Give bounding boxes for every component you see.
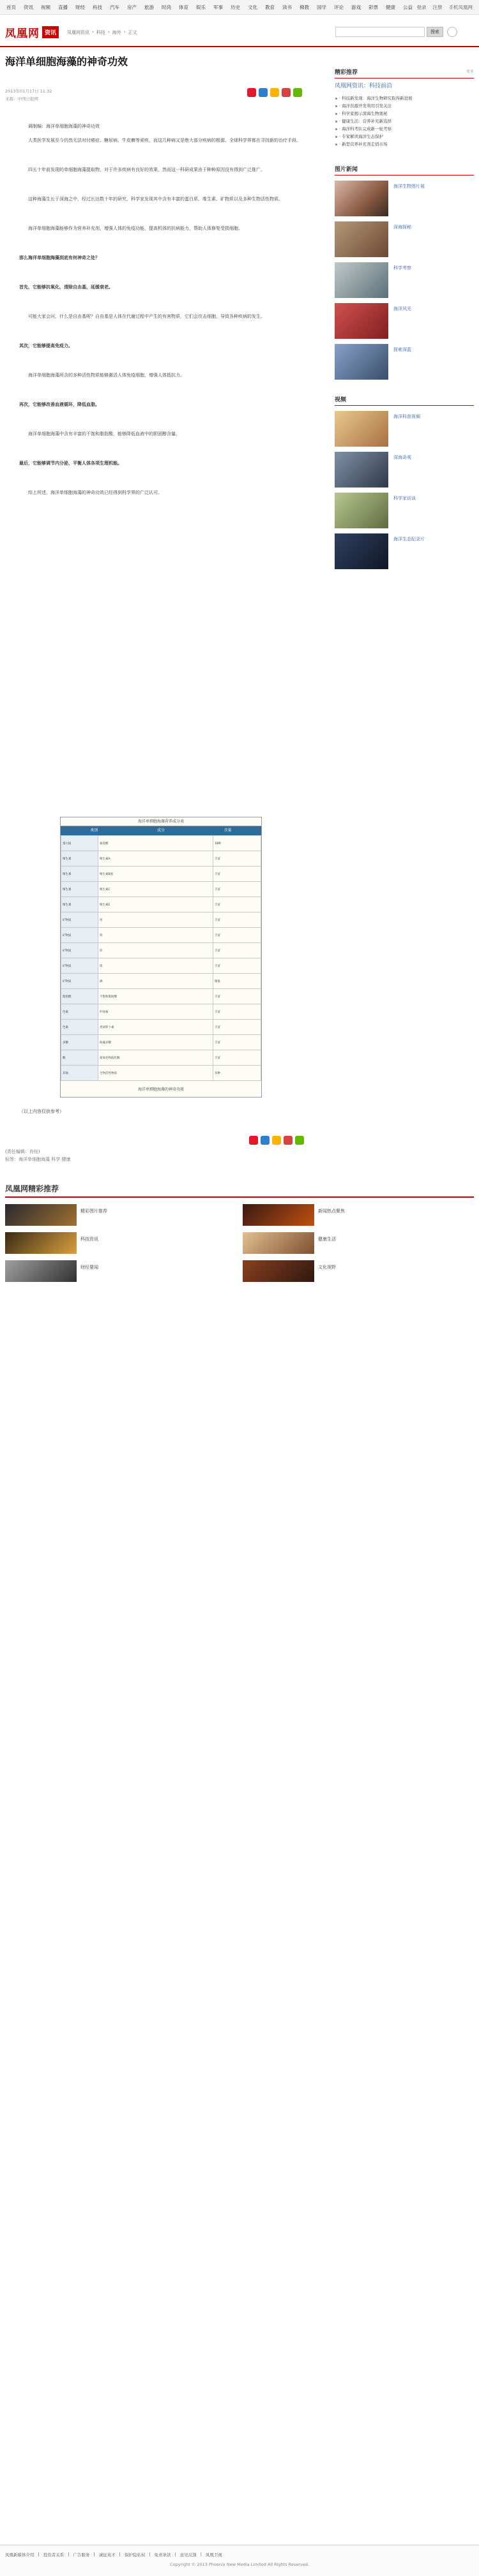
figure-cell: 锌 xyxy=(98,943,213,958)
figure-row xyxy=(61,1004,261,1020)
video-thumbnail[interactable] xyxy=(335,533,388,569)
article-body xyxy=(19,123,313,518)
channel-badge: 资讯 xyxy=(42,26,59,38)
recommend-thumbnail[interactable] xyxy=(5,1260,77,1282)
figure-cell: 铁 xyxy=(98,928,213,943)
figure-cell: 色素 xyxy=(61,1004,98,1020)
figure-columns xyxy=(61,826,261,835)
figure-row xyxy=(61,912,261,928)
recommend-thumbnail[interactable] xyxy=(5,1204,77,1226)
figure-cell: 矿物质 xyxy=(61,943,98,958)
figure-cell: 其他 xyxy=(61,1066,98,1081)
sidebar-pic-list xyxy=(335,181,474,380)
article-paragraph: 人类医学发展至今仍然无法对付癌症、糖尿病、牛皮癣等顽疾，而这几种病又是绝大部分疾病的根源。全球科学界都在寻找新的治疗手段。 xyxy=(28,138,301,143)
recommend-section xyxy=(5,1183,474,1287)
figure-cell: 氨基酸 xyxy=(98,836,213,851)
weibo-share-icon[interactable] xyxy=(247,88,256,97)
figure-cell: 丰富 xyxy=(213,867,261,882)
figure-row xyxy=(61,1050,261,1066)
sidebar-video-caption[interactable]: 海洋生态纪录片 xyxy=(393,537,425,542)
article-title: 海洋单细胞海藻的神奇功效 xyxy=(5,56,128,68)
top-nav-item[interactable]: 公益 xyxy=(403,4,413,10)
figure-cell: 不饱和脂肪酸 xyxy=(98,989,213,1004)
footer-link[interactable]: 意见反馈 xyxy=(179,2552,197,2557)
article-paragraph: 可能大家会问，什么是自由基呢？自由基是人体在代谢过程中产生的有害物质，它们会攻击细胞，导致各种疾病的发生。 xyxy=(28,314,265,319)
figure-row xyxy=(61,989,261,1004)
figure-cell: 维生素 xyxy=(61,867,98,882)
breadcrumb-separator: › xyxy=(92,29,94,34)
recommend-item[interactable] xyxy=(5,1204,235,1226)
figure-cell: 矿物质 xyxy=(61,912,98,928)
news-photo[interactable] xyxy=(335,344,388,380)
sidebar-pics-title: 图片新闻 xyxy=(335,167,358,173)
top-nav-item[interactable]: 首页 xyxy=(6,4,16,10)
sidebar-news-item[interactable]: · 专家解读海洋生态保护 xyxy=(335,133,474,140)
sidebar xyxy=(335,68,474,569)
sidebar-video-heading xyxy=(335,395,474,406)
renren-share-icon[interactable] xyxy=(284,1136,293,1145)
top-nav-item[interactable]: 佛教 xyxy=(300,4,309,10)
figure-cell: 矿物质 xyxy=(61,928,98,943)
news-photo[interactable] xyxy=(335,181,388,216)
top-nav-item[interactable]: 体育 xyxy=(179,4,188,10)
news-photo[interactable] xyxy=(335,303,388,339)
share-bar xyxy=(247,88,302,97)
sidebar-pic-item[interactable] xyxy=(335,262,474,298)
logo-text: 凤凰网 xyxy=(5,27,40,40)
figure-cell: 蛋白质 xyxy=(61,836,98,851)
article-time: 2013年01月17日 11:32 xyxy=(5,89,52,94)
figure-cell: 多种 xyxy=(213,1066,261,1081)
figure-cell: 类胡萝卜素 xyxy=(98,1020,213,1035)
qq-share-icon[interactable] xyxy=(261,1136,270,1145)
footer-separator: | xyxy=(149,2552,151,2557)
figure-cell: 海藻多糖 xyxy=(98,1035,213,1050)
sidebar-video-list xyxy=(335,411,474,569)
footer-link[interactable]: 广告服务 xyxy=(73,2552,90,2557)
figure-row xyxy=(61,836,261,851)
figure-cell: 多糖 xyxy=(61,1035,98,1050)
figure-cell: 丰富 xyxy=(213,882,261,897)
sidebar-news-list xyxy=(335,94,474,148)
article-figure xyxy=(60,817,262,1098)
sidebar-video-caption[interactable]: 深海奇观 xyxy=(393,455,411,460)
qq-share-icon[interactable] xyxy=(259,88,268,97)
figure-row xyxy=(61,943,261,958)
breadcrumb xyxy=(67,29,137,36)
footer-link[interactable]: 诚征英才 xyxy=(98,2552,116,2557)
top-nav-item[interactable]: 科技 xyxy=(93,4,102,10)
figure-cell: 丰富 xyxy=(213,897,261,912)
sidebar-video-item[interactable] xyxy=(335,533,474,569)
figure-cell: 18种 xyxy=(213,836,261,851)
top-nav-user-links xyxy=(417,4,473,11)
figure-cell: 丰富 xyxy=(213,1035,261,1050)
footer-separator: | xyxy=(119,2552,121,2557)
sidebar-feature-link[interactable]: 凤凰网资讯：科技前沿 xyxy=(335,83,393,89)
sidebar-hot-title: 精彩推荐 xyxy=(335,70,358,76)
article-paragraph: 首先，它能够抗氧化，清除自由基，延缓衰老。 xyxy=(19,285,113,290)
footer-links xyxy=(5,2552,222,2557)
figure-cell: 维生素C xyxy=(98,882,213,897)
logo[interactable] xyxy=(5,24,59,40)
qzone-share-icon[interactable] xyxy=(272,1136,281,1145)
news-photo[interactable] xyxy=(335,221,388,257)
top-nav-user-link[interactable]: 手机凤凰网 xyxy=(448,4,473,10)
sidebar-pic-item[interactable] xyxy=(335,221,474,257)
figure-cell: 矿物质 xyxy=(61,958,98,974)
sidebar-video-item[interactable] xyxy=(335,411,474,447)
search-input[interactable] xyxy=(335,27,425,37)
recommend-grid xyxy=(5,1204,474,1287)
sidebar-news-item[interactable]: · 科学家揭示深海生物奥秘 xyxy=(335,110,474,117)
recommend-thumbnail[interactable] xyxy=(243,1204,314,1226)
sidebar-news-item[interactable]: · 健康生活：营养补充新选择 xyxy=(335,117,474,125)
figure-row xyxy=(61,974,261,989)
wechat-share-icon[interactable] xyxy=(295,1136,304,1145)
article-paragraph: 综上所述，海洋单细胞海藻的神奇功效已经得到科学界的广泛认可。 xyxy=(28,490,162,495)
figure-cell: 镁 xyxy=(98,958,213,974)
recommend-caption[interactable]: 财经要闻 xyxy=(80,1265,98,1270)
figure-row xyxy=(61,958,261,974)
breadcrumb-item[interactable]: 科技 xyxy=(96,30,105,35)
recommend-caption[interactable]: 健康生活 xyxy=(318,1237,336,1242)
recommend-item[interactable] xyxy=(5,1232,235,1254)
sidebar-pic-caption[interactable]: 科学考察 xyxy=(393,265,411,271)
footer-link[interactable]: 投资者关系 xyxy=(43,2552,65,2557)
figure-cell: 维生素 xyxy=(61,882,98,897)
sidebar-video-item[interactable] xyxy=(335,493,474,528)
recommend-caption[interactable]: 科技资讯 xyxy=(80,1237,98,1242)
wechat-share-icon[interactable] xyxy=(293,88,302,97)
top-nav-item[interactable]: 文化 xyxy=(248,4,257,10)
figure-cell: 丰富 xyxy=(213,1020,261,1035)
article-tags[interactable]: 标签：海洋单细胞海藻 科学 健康 xyxy=(5,1157,71,1162)
sidebar-news-item[interactable]: · 科技新发现：海洋生物研究取得新进展 xyxy=(335,94,474,102)
figure-cell: 丰富 xyxy=(213,912,261,928)
weibo-share-icon[interactable] xyxy=(249,1136,258,1145)
recommend-thumbnail[interactable] xyxy=(243,1232,314,1254)
top-nav-item[interactable]: 读书 xyxy=(282,4,292,10)
figure-cell: 超氧化物歧化酶 xyxy=(98,1050,213,1066)
figure-cell: 丰富 xyxy=(213,851,261,867)
article-paragraph: 最后，它能够调节内分泌，平衡人体各项生理机能。 xyxy=(19,461,122,466)
sidebar-video-item[interactable] xyxy=(335,452,474,488)
sidebar-video-caption[interactable]: 海洋科普视频 xyxy=(393,414,420,419)
figure-row xyxy=(61,1020,261,1035)
top-nav-item[interactable]: 房产 xyxy=(127,4,137,10)
recommend-thumbnail[interactable] xyxy=(243,1260,314,1282)
figure-row xyxy=(61,1035,261,1050)
sidebar-pic-caption[interactable]: 深海探秘 xyxy=(393,225,411,230)
top-navigation xyxy=(0,0,479,15)
sidebar-pic-item[interactable] xyxy=(335,344,474,380)
top-nav-item[interactable]: 彩票 xyxy=(369,4,378,10)
renren-share-icon[interactable] xyxy=(282,88,291,97)
recommend-caption[interactable]: 新闻热点聚焦 xyxy=(318,1209,345,1214)
figure-column-header: 类别 xyxy=(90,828,98,833)
video-thumbnail[interactable] xyxy=(335,452,388,488)
figure-cell: 丰富 xyxy=(213,1004,261,1020)
brand-bar xyxy=(0,15,479,47)
footer-link[interactable]: 凤凰新媒体介绍 xyxy=(5,2552,34,2557)
figure-row xyxy=(61,867,261,882)
top-nav-user-link[interactable]: 注册 xyxy=(432,4,443,10)
article-paragraph: 这种海藻生长于深海之中，经过长达数十年的研究，科学家发现其中含有丰富的蛋白质、维生素、矿物质以及多种生物活性物质。 xyxy=(28,197,283,202)
figure-row xyxy=(61,897,261,912)
top-nav-item[interactable]: 游戏 xyxy=(351,4,361,10)
figure-cell: 丰富 xyxy=(213,1050,261,1066)
figure-row xyxy=(61,851,261,867)
figure-header: 海洋单细胞海藻营养成分表 xyxy=(61,817,261,826)
figure-row xyxy=(61,1066,261,1081)
figure-cell: 微量 xyxy=(213,974,261,989)
figure-column-header: 成分 xyxy=(157,828,165,833)
top-nav-item[interactable]: 汽车 xyxy=(110,4,119,10)
sidebar-video-caption[interactable]: 科学家访谈 xyxy=(393,496,416,501)
sidebar-hot-heading xyxy=(335,68,474,78)
sidebar-pic-item[interactable] xyxy=(335,181,474,216)
recommend-title: 凤凰网精彩推荐 xyxy=(5,1183,474,1198)
top-nav-item[interactable]: 直播 xyxy=(58,4,68,10)
article-paragraph: 海洋单细胞海藻能够作为营养补充剂，增强人体的免疫功能，提高机体的抗病能力，帮助人体修复受损细胞。 xyxy=(28,226,243,231)
top-nav-item[interactable]: 资讯 xyxy=(24,4,33,10)
footer-separator: | xyxy=(200,2552,202,2557)
footer xyxy=(0,2545,479,2576)
figure-column-header: 含量 xyxy=(224,828,232,833)
recommend-thumbnail[interactable] xyxy=(5,1232,77,1254)
sidebar-pic-caption[interactable]: 海洋生物图片展 xyxy=(393,184,425,189)
breadcrumb-separator: › xyxy=(107,29,110,34)
footer-link[interactable]: 免责条款 xyxy=(154,2552,171,2557)
top-nav-item[interactable]: 财经 xyxy=(75,4,85,10)
figure-row xyxy=(61,882,261,897)
figure-cell: 丰富 xyxy=(213,989,261,1004)
sidebar-video-title: 视频 xyxy=(335,397,347,403)
top-nav-item[interactable]: 时尚 xyxy=(162,4,171,10)
footer-link[interactable]: 保护隐私权 xyxy=(124,2552,146,2557)
footer-separator: | xyxy=(68,2552,70,2557)
sidebar-pics-heading xyxy=(335,165,474,175)
qzone-share-icon[interactable] xyxy=(270,88,279,97)
breadcrumb-separator: › xyxy=(123,29,126,34)
figure-row xyxy=(61,928,261,943)
article-editor: (责任编辑：肖钰) xyxy=(5,1149,40,1154)
recommend-item[interactable] xyxy=(5,1260,235,1282)
article-paragraph: 那么海洋单细胞海藻到底有何神奇之处？ xyxy=(19,255,100,260)
top-nav-item[interactable]: 教育 xyxy=(265,4,275,10)
recommend-item[interactable] xyxy=(243,1260,473,1282)
top-nav-item[interactable]: 军事 xyxy=(213,4,223,10)
top-nav-item[interactable]: 健康 xyxy=(386,4,395,10)
video-thumbnail[interactable] xyxy=(335,493,388,528)
user-icon[interactable] xyxy=(447,27,457,37)
copyright: Copyright © 2013 Phoenix New Media Limited All Rights Reserved. xyxy=(169,2562,309,2567)
figure-cell: 维生素A xyxy=(98,851,213,867)
article-paragraph: 调制编：海洋单细胞海藻的神奇功效 xyxy=(28,124,100,129)
sidebar-news-item[interactable]: · 海洋资源开发利用引发关注 xyxy=(335,102,474,110)
figure-cell: 色素 xyxy=(61,1020,98,1035)
article-paragraph: 再次，它能够改善血液循环，降低血脂。 xyxy=(19,402,100,407)
figure-cell: 酶 xyxy=(61,1050,98,1066)
top-nav-item[interactable]: 历史 xyxy=(231,4,240,10)
sidebar-news-item[interactable]: · 海洋科考队完成新一轮考察 xyxy=(335,125,474,133)
recommend-item[interactable] xyxy=(243,1232,473,1254)
search-button[interactable]: 搜索 xyxy=(427,27,443,37)
top-nav-item[interactable]: 娱乐 xyxy=(196,4,206,10)
share-bar-bottom xyxy=(249,1136,304,1145)
news-photo[interactable] xyxy=(335,262,388,298)
figure-cell: 丰富 xyxy=(213,943,261,958)
footer-link[interactable]: 凤凰卫视 xyxy=(205,2552,222,2557)
top-nav-item[interactable]: 国学 xyxy=(317,4,326,10)
sidebar-more-link[interactable]: 更多 xyxy=(466,70,474,74)
figure-cell: 矿物质 xyxy=(61,974,98,989)
article-paragraph: 海洋单细胞海藻所含的多种活性物质能够激活人体免疫细胞，增强人体抵抗力。 xyxy=(28,373,185,378)
article-paragraph: 海洋单细胞海藻中含有丰富的不饱和脂肪酸，能够降低血液中的胆固醇含量。 xyxy=(28,431,180,436)
top-nav-item[interactable]: 评论 xyxy=(334,4,344,10)
sidebar-news-item[interactable]: · 新型营养补充剂走俏市场 xyxy=(335,140,474,148)
recommend-item[interactable] xyxy=(243,1204,473,1226)
sidebar-pic-item[interactable] xyxy=(335,303,474,339)
figure-cell: 维生素 xyxy=(61,897,98,912)
figure-cell: 丰富 xyxy=(213,928,261,943)
article-source: 来源：中国日报网 xyxy=(5,96,38,101)
breadcrumb-item[interactable]: 海外 xyxy=(112,30,121,35)
top-nav-item[interactable]: 旅游 xyxy=(144,4,154,10)
breadcrumb-item[interactable]: 正文 xyxy=(128,30,137,35)
figure-cell: 叶绿素 xyxy=(98,1004,213,1020)
top-nav-items xyxy=(6,4,413,11)
figure-cell: 维生素E xyxy=(98,897,213,912)
article-end: （以上内容仅供参考） xyxy=(19,1109,64,1114)
figure-cell: 钙 xyxy=(98,912,213,928)
article-paragraph: 其次，它能够提高免疫力。 xyxy=(19,343,73,348)
recommend-caption[interactable]: 文化视野 xyxy=(318,1265,336,1270)
figure-cell: 维生素B族 xyxy=(98,867,213,882)
figure-cell: 维生素 xyxy=(61,851,98,867)
recommend-caption[interactable]: 精彩图片推荐 xyxy=(80,1209,107,1214)
top-nav-user-link[interactable]: 登录 xyxy=(416,4,427,10)
figure-cell: 硒 xyxy=(98,974,213,989)
figure-cell: 丰富 xyxy=(213,958,261,974)
footer-separator: | xyxy=(38,2552,40,2557)
figure-cell: 生物活性物质 xyxy=(98,1066,213,1081)
figure-caption: 海洋单细胞海藻的神奇功效 xyxy=(137,1087,184,1092)
breadcrumb-item[interactable]: 凤凰网资讯 xyxy=(67,30,89,35)
sidebar-pic-caption[interactable]: 探索深蓝 xyxy=(393,347,411,352)
footer-separator: | xyxy=(93,2552,95,2557)
top-nav-item[interactable]: 视频 xyxy=(41,4,50,10)
footer-separator: | xyxy=(174,2552,176,2557)
video-thumbnail[interactable] xyxy=(335,411,388,447)
figure-cell: 脂肪酸 xyxy=(61,989,98,1004)
figure-table xyxy=(61,835,261,1081)
article-paragraph: 四五十年前发现的单细胞海藻提取物，对于许多疾病有良好的效果，然而这一科研成果由于种种原因没有得到广泛推广。 xyxy=(28,167,265,172)
sidebar-pic-caption[interactable]: 海洋风光 xyxy=(393,306,411,311)
